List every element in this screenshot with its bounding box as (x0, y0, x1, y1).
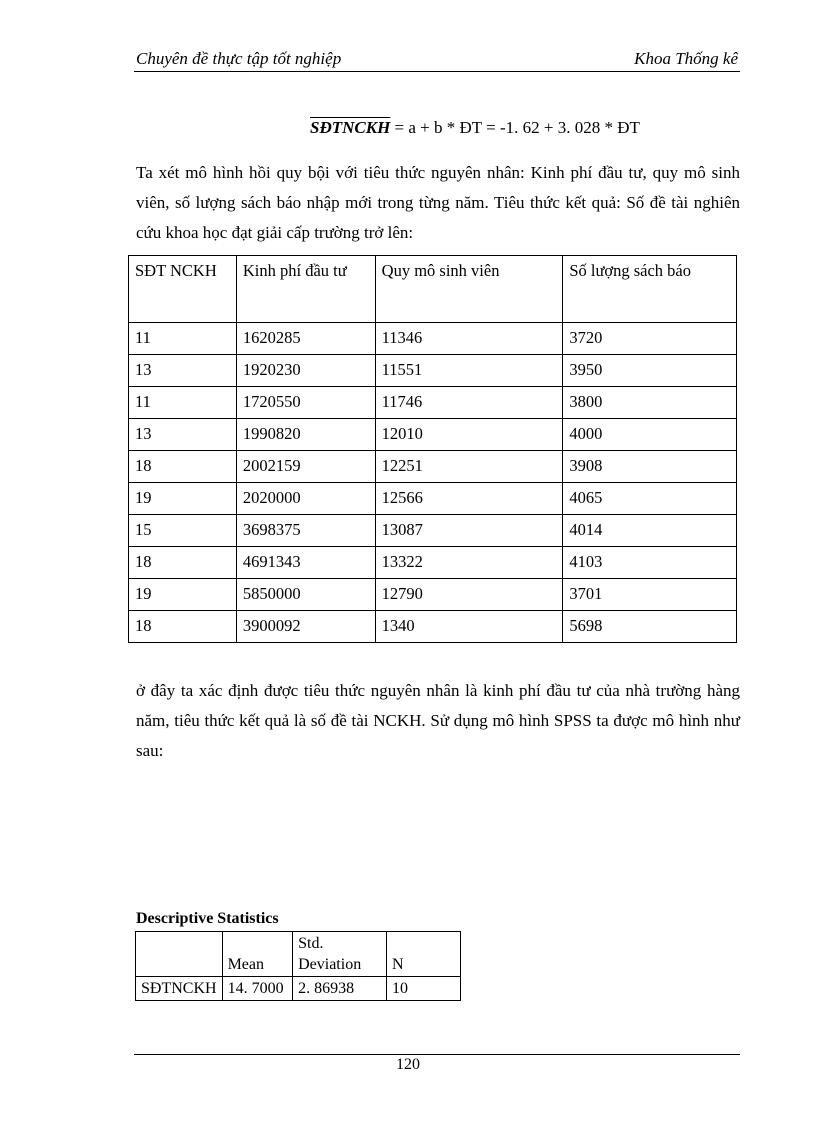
table-cell: 5850000 (236, 579, 375, 611)
table-cell: 13 (129, 355, 237, 387)
table-cell: 3950 (563, 355, 737, 387)
stats-row-mean: 14. 7000 (222, 977, 293, 1001)
header-right-title: Khoa Thống kê (634, 49, 738, 68)
table-cell: 3900092 (236, 611, 375, 643)
table-row (129, 451, 737, 483)
table-cell: 4000 (563, 419, 737, 451)
table-cell: 4065 (563, 483, 737, 515)
table-cell: 3701 (563, 579, 737, 611)
table-row (129, 323, 737, 355)
stats-row-label: SĐTNCKH (136, 977, 223, 1001)
table-cell: 1340 (375, 611, 563, 643)
table-cell: 15 (129, 515, 237, 547)
table-row (129, 611, 737, 643)
table-cell: 11346 (375, 323, 563, 355)
table-cell: 12790 (375, 579, 563, 611)
stats-header-mean: Mean (222, 932, 293, 977)
table-row (129, 483, 737, 515)
stats-header-blank (136, 932, 223, 977)
stats-row (136, 977, 461, 1001)
table-row (129, 515, 737, 547)
stats-header-row (136, 932, 461, 977)
table-cell: 12251 (375, 451, 563, 483)
col-header-quy-mo: Quy mô sinh viên (375, 256, 563, 323)
table-cell: 12010 (375, 419, 563, 451)
intro-paragraph: Ta xét mô hình hồi quy bội với tiêu thức nguyên nhân: Kinh phí đầu tư, quy mô sinh viên, số lượng sách báo nhập mới trong từng năm. Tiêu thức kết quả: Số đề tài nghiên cứu khoa học đạt giải cấp trường trở lên: (136, 163, 740, 242)
table-cell: 18 (129, 547, 237, 579)
table-cell: 1920230 (236, 355, 375, 387)
table-cell: 13322 (375, 547, 563, 579)
table-cell: 3720 (563, 323, 737, 355)
footer-rule (134, 1054, 740, 1055)
col-header-kinh-phi: Kinh phí đầu tư (236, 256, 375, 323)
table-row (129, 355, 737, 387)
header-rule (134, 71, 740, 72)
stats-header-n: N (386, 932, 460, 977)
table-cell: 18 (129, 611, 237, 643)
stats-row-std: 2. 86938 (293, 977, 387, 1001)
table-cell: 4103 (563, 547, 737, 579)
table-cell: 11551 (375, 355, 563, 387)
formula-variable: SĐTNCKH (310, 118, 391, 137)
table-cell: 11 (129, 387, 237, 419)
table-cell: 3800 (563, 387, 737, 419)
table-cell: 1720550 (236, 387, 375, 419)
table-cell: 5698 (563, 611, 737, 643)
table-row (129, 387, 737, 419)
table-cell: 13087 (375, 515, 563, 547)
table-cell: 12566 (375, 483, 563, 515)
table-cell: 18 (129, 451, 237, 483)
table-cell: 4014 (563, 515, 737, 547)
regression-formula (310, 118, 640, 138)
header-left-title: Chuyên đề thực tập tốt nghiệp (136, 49, 342, 68)
table-cell: 11 (129, 323, 237, 355)
stats-table (135, 931, 461, 1001)
analysis-paragraph: ở đây ta xác định được tiêu thức nguyên nhân là kinh phí đầu tư của nhà trường hàng năm, tiêu thức kết quả là số đề tài NCKH. Sử dụng mô hình SPSS ta được mô hình như sau: (136, 681, 740, 760)
stats-row-n: 10 (386, 977, 460, 1001)
table-row (129, 419, 737, 451)
col-header-so-luong-sach: Số lượng sách báo (563, 256, 737, 323)
stats-title: Descriptive Statistics (136, 910, 279, 927)
page-number: 120 (396, 1056, 420, 1073)
data-table (128, 255, 737, 643)
table-cell: 2002159 (236, 451, 375, 483)
formula-expression: = a + b * ĐT = -1. 62 + 3. 028 * ĐT (390, 118, 640, 137)
col-header-sdt-nckh: SĐT NCKH (129, 256, 237, 323)
table-cell: 3908 (563, 451, 737, 483)
stats-table-wrap (135, 931, 461, 1020)
table-cell: 1620285 (236, 323, 375, 355)
table-cell: 19 (129, 579, 237, 611)
table-cell: 2020000 (236, 483, 375, 515)
table-cell: 3698375 (236, 515, 375, 547)
table-row (129, 547, 737, 579)
table-row (129, 579, 737, 611)
table-cell: 11746 (375, 387, 563, 419)
table-cell: 4691343 (236, 547, 375, 579)
table-cell: 19 (129, 483, 237, 515)
table-header-row (129, 256, 737, 323)
stats-header-std: Std. Deviation (293, 932, 387, 977)
table-cell: 13 (129, 419, 237, 451)
table-cell: 1990820 (236, 419, 375, 451)
